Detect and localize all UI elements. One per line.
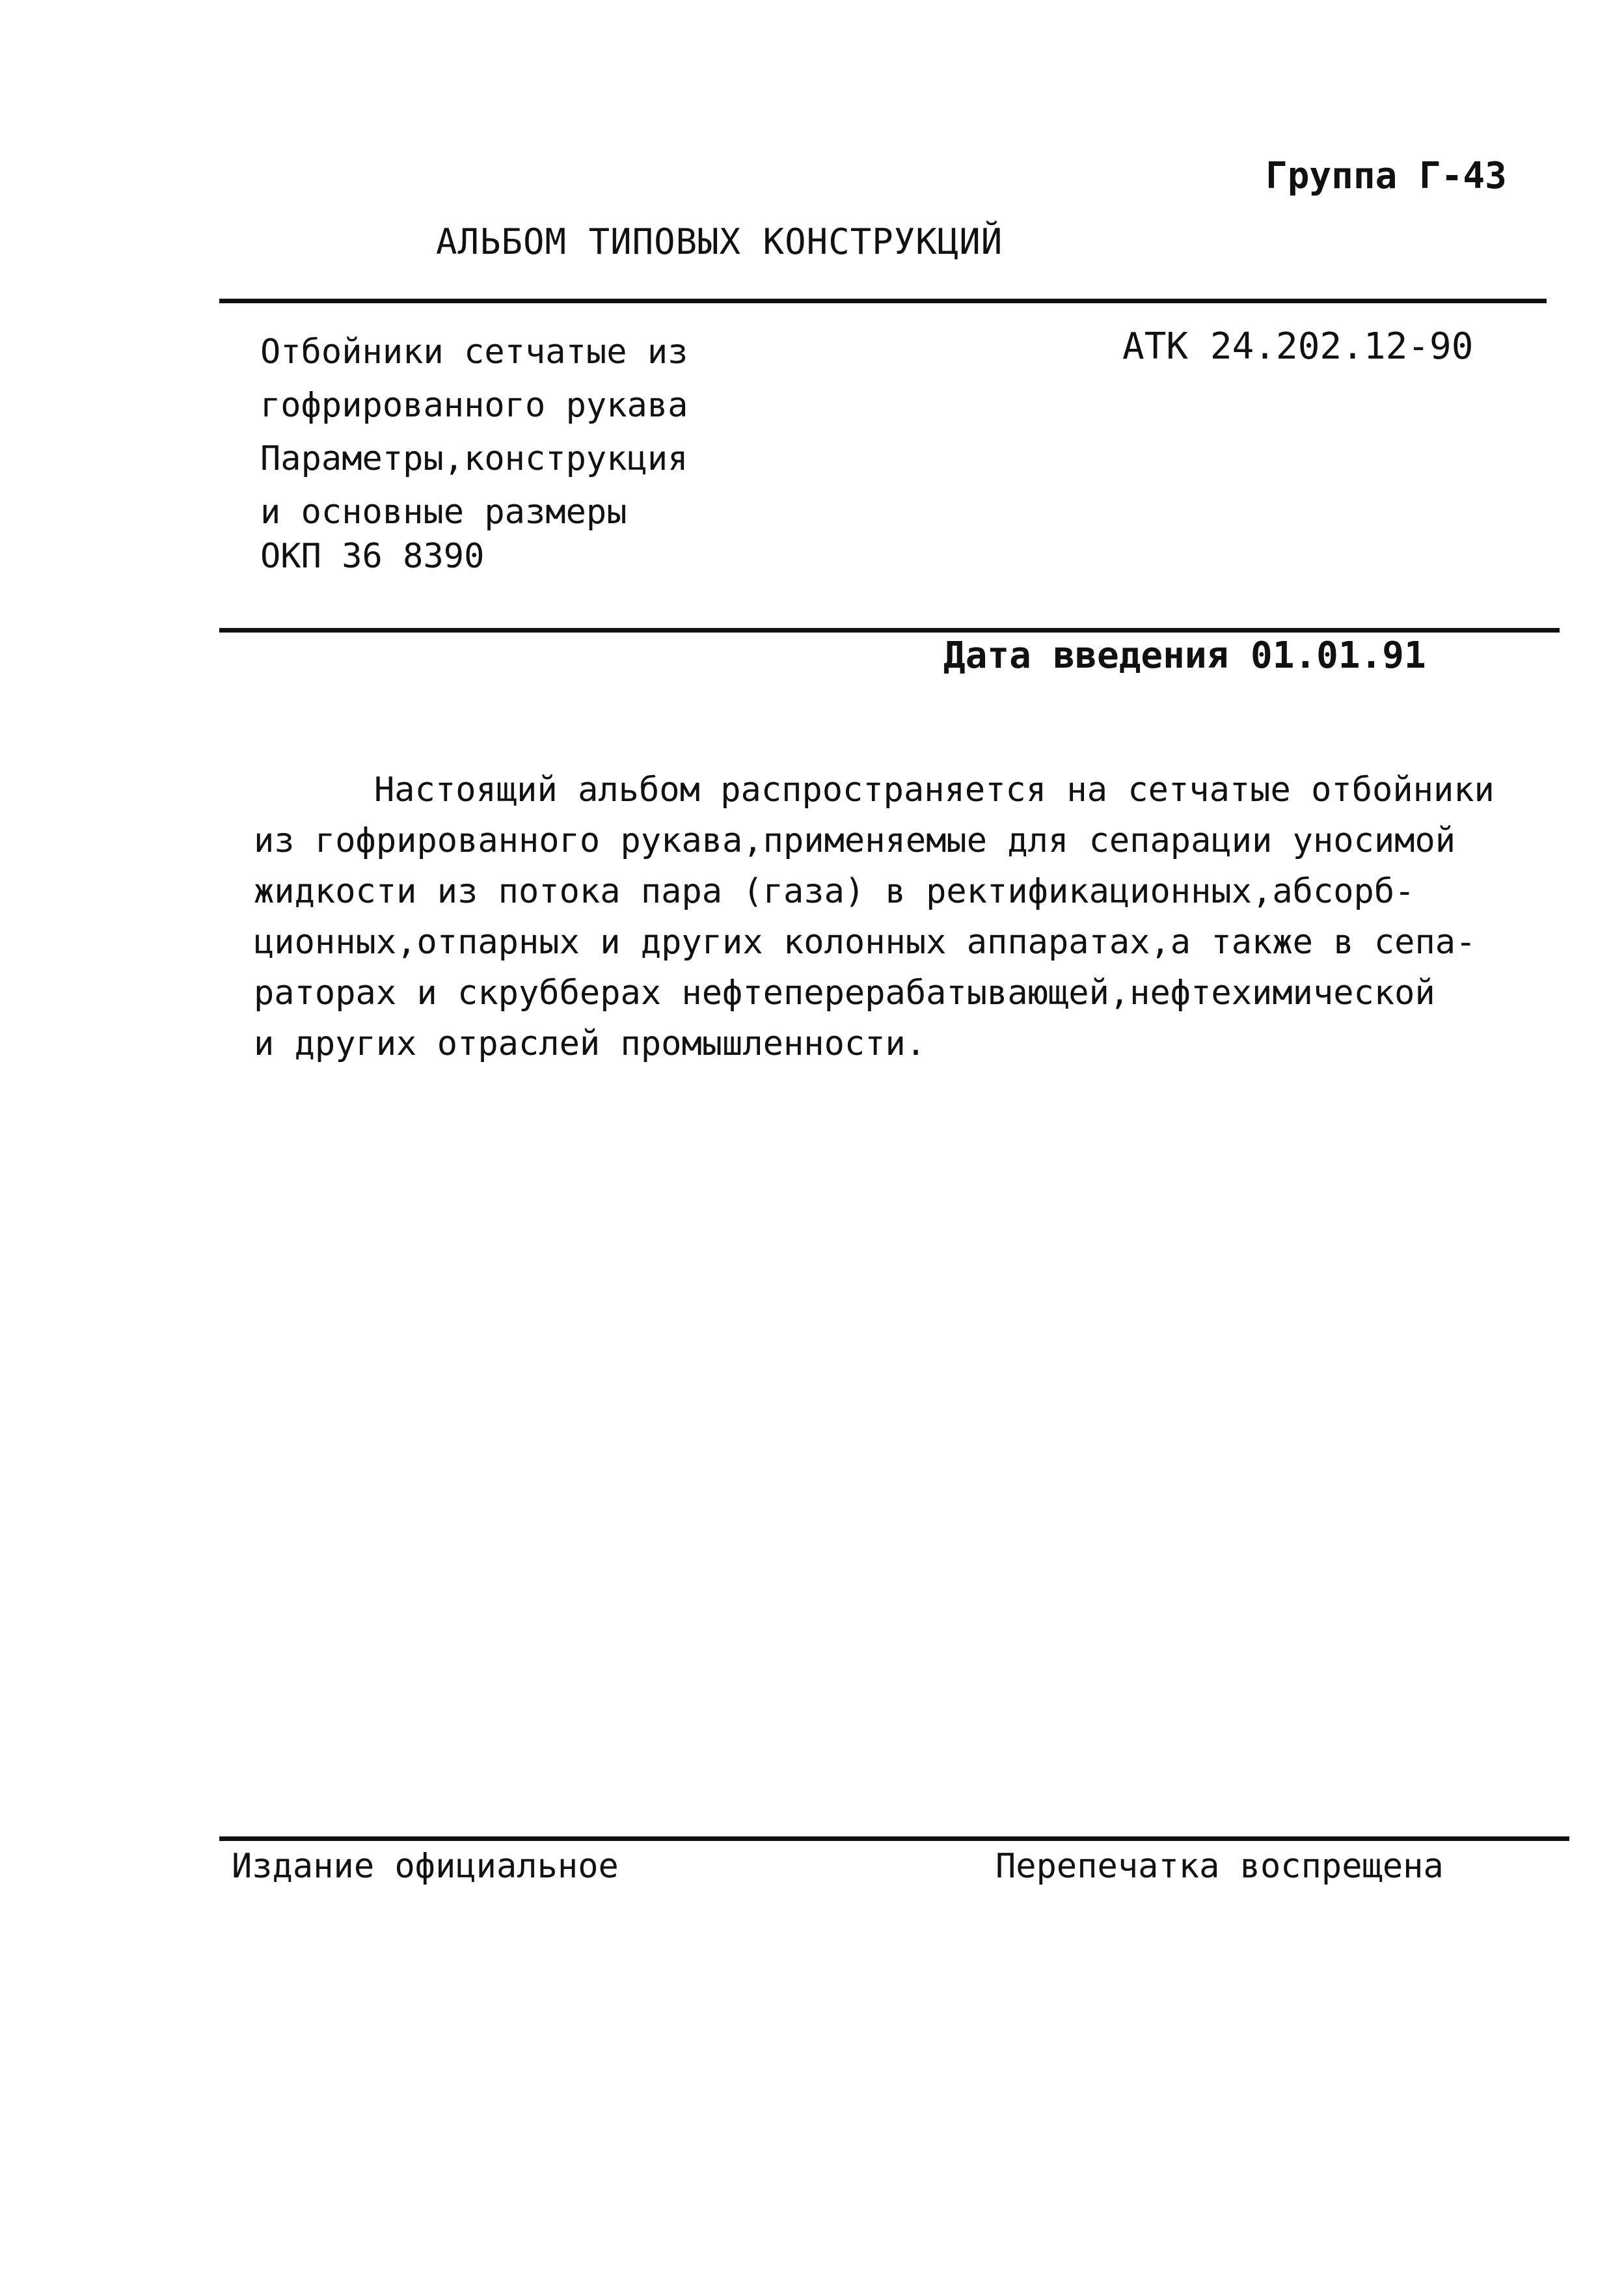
introduction-date: Дата введения 01.01.91 [943,634,1426,677]
body-paragraph [254,765,1495,1069]
title-line: и основные размеры [260,493,627,532]
body-line: жидкости из потока пара (газа) в ректификационных,абсорб- [254,872,1415,911]
document-number: АТК 24.202.12-90 [1122,325,1474,368]
top-divider [219,299,1547,303]
bottom-divider [219,1836,1569,1841]
album-title: АЛЬБОМ ТИПОВЫХ КОНСТРУКЦИЙ [436,221,1003,262]
body-line: из гофрированного рукава,применяемые для сепарации уносимой [254,821,1456,860]
document-title [260,325,688,539]
official-edition-label: Издание официальное [232,1847,619,1886]
group-label: Группа Г-43 [1265,155,1507,197]
okp-code: ОКП 36 8390 [260,537,485,576]
body-line: раторах и скрубберах нефтеперерабатывающей,нефтехимической [254,974,1435,1013]
title-line: Параметры,конструкция [260,439,688,478]
middle-divider [219,628,1560,633]
body-line: Настоящий альбом распространяется на сетчатые отбойники [374,770,1495,810]
body-line: ционных,отпарных и других колонных аппаратах,а также в сепа- [254,923,1476,962]
reprint-prohibited-label: Перепечатка воспрещена [995,1847,1444,1886]
body-line: и других отраслей промышленности. [254,1024,927,1063]
title-line: гофрированного рукава [260,386,688,425]
title-line: Отбойники сетчатые из [260,333,688,372]
